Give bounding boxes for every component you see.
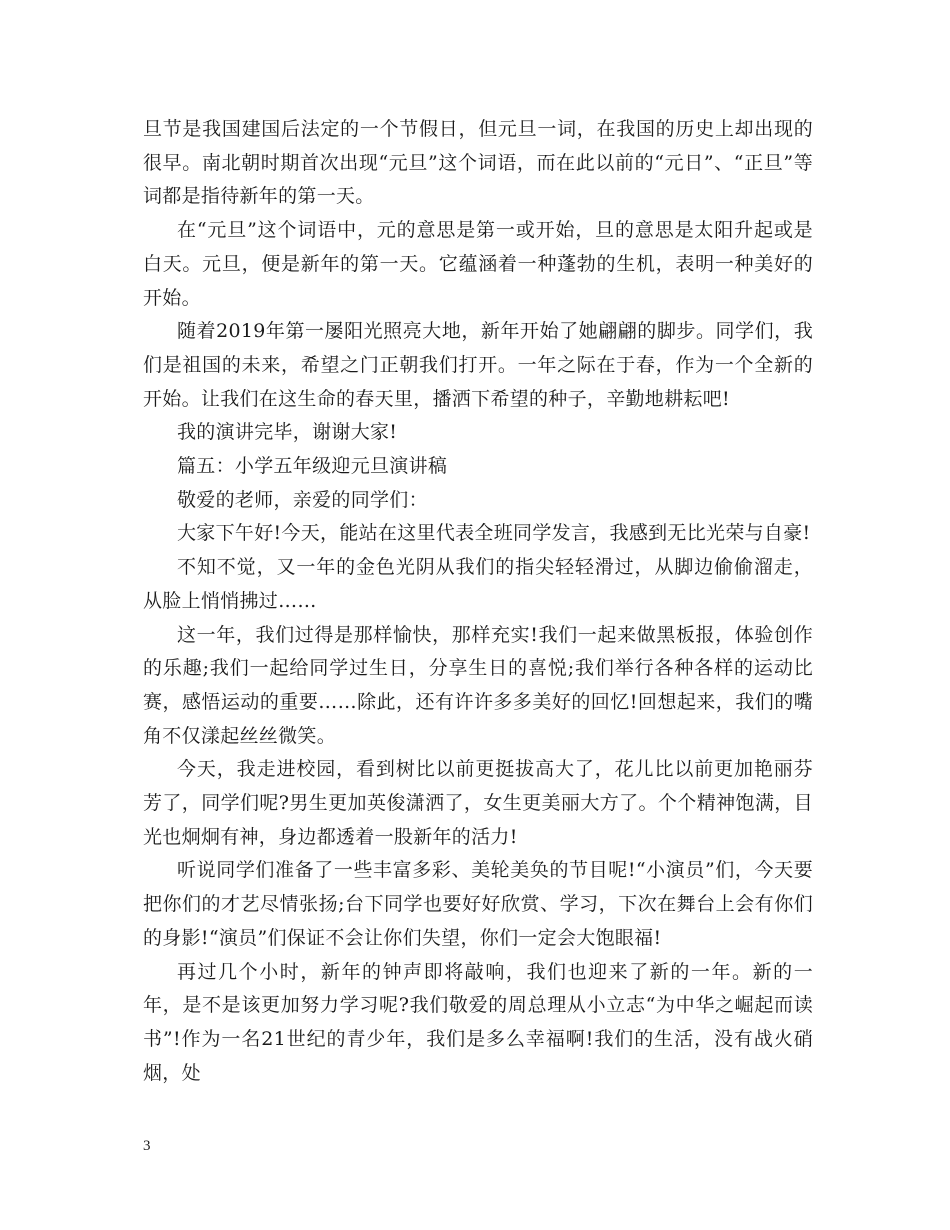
page-number: 3 (143, 1138, 151, 1154)
paragraph: 大家下午好!今天，能站在这里代表全班同学发言，我感到无比光荣与自豪! (177, 522, 811, 545)
paragraph: 随着2019年第一屡阳光照亮大地，新年开始了她翩翩的脚步。同学们，我们是祖国的未来，希望之门正朝我们打开。一年之际在于春，作为一个全新的开始。让我们在这生命的春天里，播洒下希望的种子，辛勤地耕耘吧! (143, 320, 813, 410)
salutation: 敬爱的老师，亲爱的同学们： (177, 488, 428, 511)
paragraph: 不知不觉，又一年的金色光阴从我们的指尖轻轻滑过，从脚边偷偷溜走，从脸上悄悄拂过…… (143, 556, 813, 612)
paragraph: 我的演讲完毕，谢谢大家! (177, 421, 398, 444)
paragraph: 这一年，我们过得是那样愉快，那样充实!我们一起来做黑板报，体验创作的乐趣;我们一起给同学过生日，分享生日的喜悦;我们举行各种各样的运动比赛，感悟运动的重要……除此，还有许许多多美好的回忆!回想起来，我们的嘴角不仅漾起丝丝微笑。 (143, 623, 813, 747)
document-body (143, 113, 813, 1090)
paragraph: 今天，我走进校园，看到树比以前更挺拔高大了，花儿比以前更加艳丽芬芳了，同学们呢?男生更加英俊潇洒了，女生更美丽大方了。个个精神饱满，目光也炯炯有神，身边都透着一股新年的活力! (143, 758, 813, 848)
paragraph: 旦节是我国建国后法定的一个节假日，但元旦一词，在我国的历史上却出现的很早。南北朝时期首次出现“元旦”这个词语，而在此以前的“元日”、“正旦”等词都是指待新年的第一天。 (143, 118, 813, 208)
paragraph: 再过几个小时，新年的钟声即将敲响，我们也迎来了新的一年。新的一年，是不是该更加努力学习呢?我们敬爱的周总理从小立志“为中华之崛起而读书”!作为一名21世纪的青少年，我们是多么幸福啊!我们的生活，没有战火硝烟，处 (143, 960, 813, 1084)
paragraph: 在“元旦”这个词语中，元的意思是第一或开始，旦的意思是太阳升起或是白天。元旦，便是新年的第一天。它蕴涵着一种蓬勃的生机，表明一种美好的开始。 (143, 219, 813, 309)
section-heading: 篇五：小学五年级迎元旦演讲稿 (177, 455, 448, 478)
paragraph: 听说同学们准备了一些丰富多彩、美轮美奂的节目呢!“小演员”们，今天要把你们的才艺尽情张扬;台下同学也要好好欣赏、学习，下次在舞台上会有你们的身影!“演员”们保证不会让你们失望，你们一定会大饱眼福! (143, 859, 813, 949)
